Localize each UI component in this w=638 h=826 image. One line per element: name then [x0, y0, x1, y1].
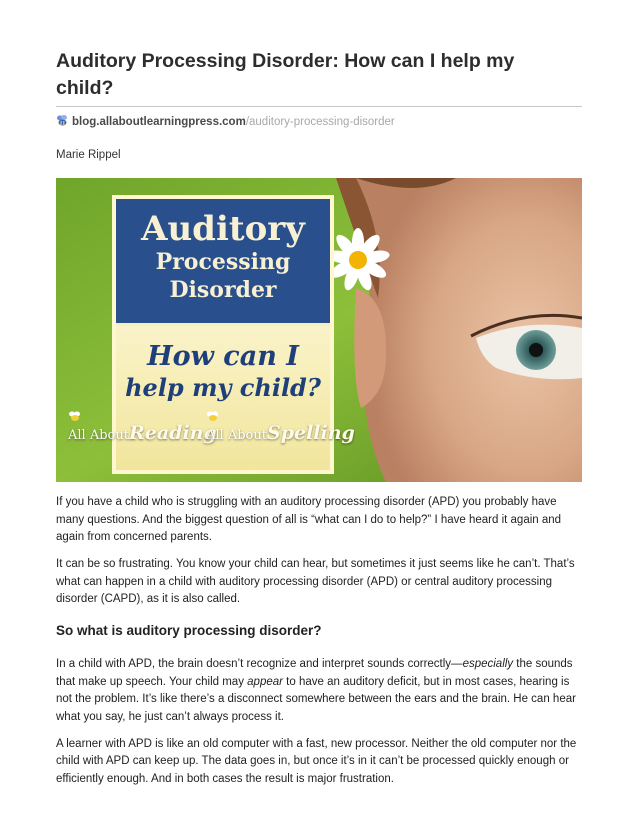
title-divider	[56, 106, 582, 107]
logo-spelling-word: Spelling	[266, 422, 355, 444]
hero-heading-line-2: Processing	[155, 249, 291, 275]
p3-text-b: the sounds that make up speech. Your child may	[56, 658, 573, 688]
source-link[interactable]	[56, 114, 395, 129]
panel-question	[116, 326, 330, 474]
page-title	[56, 48, 582, 102]
hero-heading-line-3: Disorder	[169, 277, 277, 303]
hero-question-line-2: help my child?	[125, 373, 321, 402]
panel-heading	[116, 199, 330, 326]
p3-text-c: to have an auditory deficit, but in most cases, hearing is not the problem. It’s like there’s a disconnect somewhere between the ears and the brain. He can hear what you say, he just can’t always process it.	[56, 675, 576, 723]
logo-reading-prefix: All About	[68, 428, 129, 443]
paragraph-2: It can be so frustrating. You know your child can hear, but sometimes it just seems like he can’t. That’s what can happen in a child with auditory processing disorder (APD) or central auditory processing disorder (CAPD), as it is also called.	[56, 558, 575, 605]
paragraph-3	[56, 656, 582, 726]
hero-heading-line-1: Auditory	[141, 209, 305, 249]
title-line-1: Auditory Processing Disorder: How can I help my	[56, 50, 515, 72]
article-body	[56, 494, 582, 798]
title-line-2: child?	[56, 77, 114, 99]
bee-icon	[56, 114, 69, 127]
logo-all-about-spelling	[206, 422, 355, 444]
logo-reading-word: Reading	[128, 422, 217, 444]
hero-image	[56, 178, 582, 482]
logo-all-about-reading	[68, 422, 217, 444]
author-name: Marie Rippel	[56, 149, 121, 161]
logo-spelling-prefix: All About	[206, 428, 267, 443]
hero-question-line-1: How can I	[147, 341, 299, 372]
p3-emphasis: especially	[462, 658, 514, 670]
bee-icon	[68, 410, 82, 422]
source-domain[interactable]: blog.allaboutlearningpress.com	[72, 116, 246, 128]
p3-emphasis-2: appear	[247, 675, 283, 688]
source-path[interactable]: /auditory-processing-disorder	[245, 116, 395, 128]
bee-icon	[206, 410, 220, 422]
section-heading: So what is auditory processing disorder?	[56, 623, 322, 638]
p3-text-a: In a child with APD, the brain doesn’t recognize and interpret sounds correctly—	[56, 658, 463, 670]
paragraph-4: A learner with APD is like an old computer with a fast, new processor. Neither the old computer nor the child with APD can keep up. The data goes in, but once it’s in it can’t be processed quickly enough or efficiently enough. And in both cases the result is major frustration.	[56, 737, 577, 785]
paragraph-1: If you have a child who is struggling with an auditory processing disorder (APD) you probably have many questions. And the biggest question of all is “what can I do to help?” I have heard it again and again from concerned parents.	[56, 496, 562, 543]
